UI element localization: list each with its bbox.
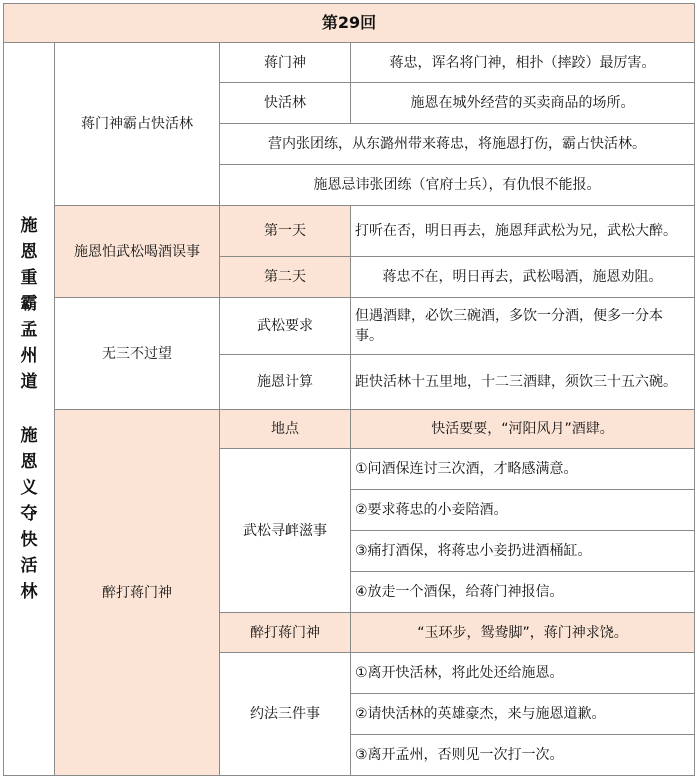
side-label: 施 恩 重 霸 孟 州 道 施 恩 义 夺 快 活 林 — [4, 43, 55, 776]
section-title: 醉打蒋门神 — [55, 410, 220, 776]
row-value: 快活要要，“河阳风月”酒肆。 — [351, 410, 695, 449]
row-key: 地点 — [220, 410, 351, 449]
row-value: 打听在否，明日再去，施恩拜武松为兄，武松大醉。 — [351, 206, 695, 257]
row-key: 约法三件事 — [220, 653, 351, 776]
section-note: 营内张团练，从东潞州带来蒋忠，将施恩打伤，霸占快活林。 — [220, 124, 695, 165]
section-title: 施恩怕武松喝酒误事 — [55, 206, 220, 298]
list-item: ①离开快活林，将此处还给施恩。 — [351, 653, 695, 694]
row-key: 蒋门神 — [220, 43, 351, 83]
row-key: 施恩计算 — [220, 355, 351, 410]
row-value: 距快活林十五里地，十二三酒肆，须饮三十五六碗。 — [351, 355, 695, 410]
row-key: 第二天 — [220, 257, 351, 298]
row-value: 蒋忠不在，明日再去，武松喝酒，施恩劝阻。 — [351, 257, 695, 298]
section-title: 无三不过望 — [55, 298, 220, 410]
row-key: 武松要求 — [220, 298, 351, 355]
row-value: 施恩在城外经营的买卖商品的场所。 — [351, 83, 695, 124]
list-item: ③痛打酒保，将蒋忠小妾扔进酒桶缸。 — [351, 531, 695, 572]
list-item: ③离开孟州，否则见一次打一次。 — [351, 735, 695, 776]
row-key: 第一天 — [220, 206, 351, 257]
list-item: ②请快活林的英雄豪杰，来与施恩道歉。 — [351, 694, 695, 735]
list-item: ④放走一个酒保，给蒋门神报信。 — [351, 572, 695, 613]
row-value: “玉环步，鸳鸯脚”，蒋门神求饶。 — [351, 613, 695, 653]
row-value: 蒋忠，诨名将门神，相扑（摔跤）最厉害。 — [351, 43, 695, 83]
row-value: 但遇酒肆，必饮三碗酒，多饮一分酒，便多一分本事。 — [351, 298, 695, 355]
list-item: ②要求蒋忠的小妾陪酒。 — [351, 490, 695, 531]
section-note: 施恩忌讳张团练（官府士兵），有仇恨不能报。 — [220, 165, 695, 206]
row-key: 醉打蒋门神 — [220, 613, 351, 653]
chapter-title: 第29回 — [4, 4, 695, 43]
summary-table — [3, 3, 695, 776]
row-key: 快活林 — [220, 83, 351, 124]
list-item: ①问酒保连讨三次酒，才略感满意。 — [351, 449, 695, 490]
row-key: 武松寻衅滋事 — [220, 449, 351, 613]
section-title: 蒋门神霸占快活林 — [55, 43, 220, 206]
